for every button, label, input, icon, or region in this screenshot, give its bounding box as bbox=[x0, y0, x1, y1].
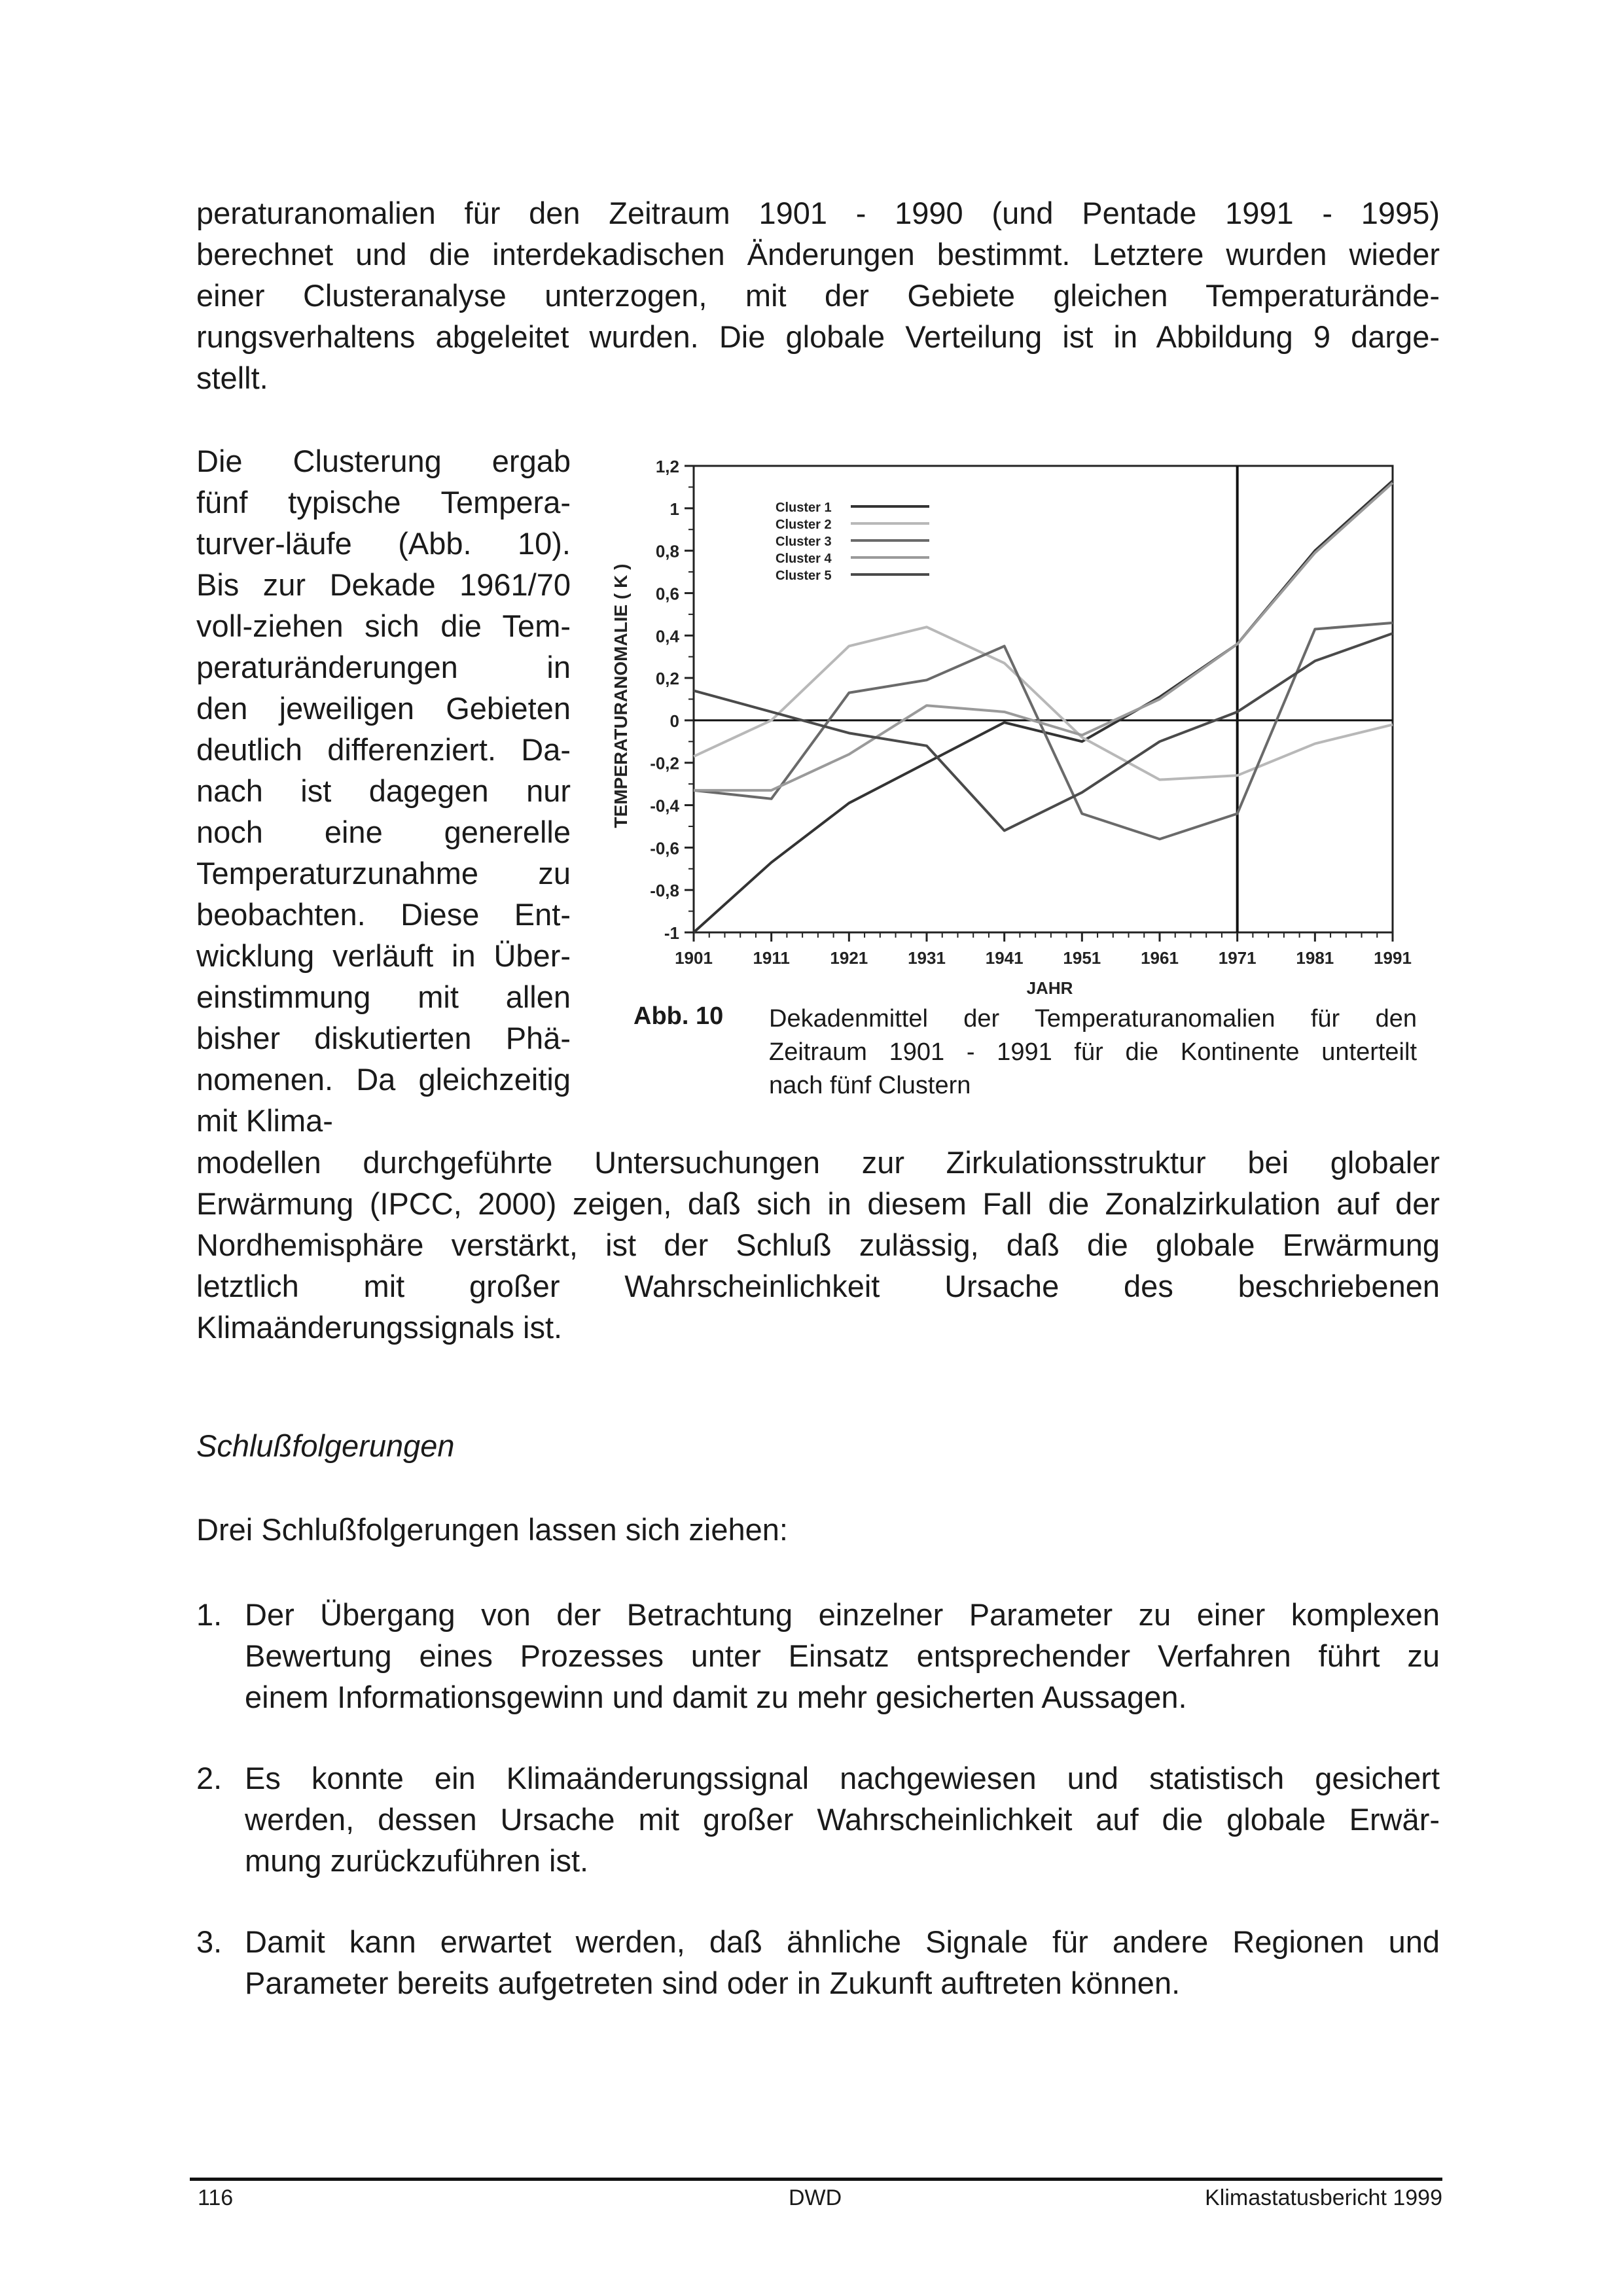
text-line: einem Informationsgewinn und damit zu mehr gesicherten Aussagen. bbox=[245, 1680, 1187, 1714]
x-axis-label: JAHR bbox=[1026, 978, 1073, 995]
text-line: Klimaänderungssignals ist. bbox=[196, 1310, 563, 1345]
figure-caption bbox=[769, 1002, 1417, 1103]
figure-label: Abb. 10 bbox=[633, 1002, 724, 1030]
caption-line: Zeitraum 1901 - 1991 für die Kontinente unterteilt bbox=[769, 1038, 1417, 1066]
x-tick-label: 1961 bbox=[1141, 948, 1179, 968]
text-line: Nordhemisphäre verstärkt, ist der Schluß zulässig, daß die globale Erwärmung bbox=[196, 1227, 1440, 1262]
text-line: stellt. bbox=[196, 361, 268, 395]
text-line: Bis zur Dekade 1961/70 bbox=[196, 567, 571, 602]
text-line: deutlich differenziert. Da- bbox=[196, 732, 571, 767]
y-tick-label: -0,8 bbox=[650, 881, 679, 901]
y-tick-label: 1,2 bbox=[655, 457, 679, 476]
paragraph-2 bbox=[196, 440, 571, 1141]
legend-label: Cluster 4 bbox=[776, 552, 832, 566]
legend-label: Cluster 1 bbox=[776, 501, 832, 515]
text-line: beobachten. Diese Ent- bbox=[196, 897, 571, 932]
x-tick-label: 1991 bbox=[1374, 948, 1412, 968]
text-line: Damit kann erwartet werden, daß ähnliche Signale für andere Regionen und bbox=[245, 1924, 1440, 1959]
text-line: noch eine generelle bbox=[196, 815, 571, 849]
x-tick-label: 1951 bbox=[1063, 948, 1101, 968]
text-line: nomenen. Da gleichzeitig bbox=[196, 1062, 571, 1097]
text-line: mung zurückzuführen ist. bbox=[245, 1843, 589, 1878]
text-line: nach ist dagegen nur bbox=[196, 773, 571, 808]
paragraph-3 bbox=[196, 1142, 1440, 1348]
text-line: werden, dessen Ursache mit großer Wahrscheinlichkeit auf die globale Erwär- bbox=[245, 1802, 1440, 1837]
series-line-3 bbox=[694, 623, 1393, 839]
page-number: 116 bbox=[198, 2185, 234, 2210]
text-line: peraturanomalien für den Zeitraum 1901 - 1990 (und Pentade 1991 - 1995) bbox=[196, 196, 1440, 230]
text-line: turver-läufe (Abb. 10). bbox=[196, 526, 571, 561]
text-line: den jeweiligen Gebieten bbox=[196, 691, 571, 726]
x-tick-label: 1941 bbox=[985, 948, 1024, 968]
text-line: Der Übergang von der Betrachtung einzelner Parameter zu einer komplexen bbox=[245, 1597, 1440, 1632]
legend-label: Cluster 3 bbox=[776, 535, 832, 549]
text-line: peraturänderungen in bbox=[196, 650, 571, 684]
list-number: 1. bbox=[196, 1597, 223, 1632]
list-number: 2. bbox=[196, 1761, 223, 1795]
y-tick-label: -1 bbox=[664, 923, 679, 943]
x-tick-label: 1911 bbox=[753, 948, 790, 968]
y-tick-label: -0,2 bbox=[650, 753, 679, 773]
y-tick-label: 0 bbox=[669, 711, 679, 731]
text-line: einer Clusteranalyse unterzogen, mit der Gebiete gleichen Temperaturände- bbox=[196, 278, 1440, 313]
y-tick-label: 0,2 bbox=[655, 669, 679, 689]
series-line-2 bbox=[694, 627, 1393, 779]
caption-line: Dekadenmittel der Temperaturanomalien für den bbox=[769, 1005, 1417, 1033]
text-line: fünf typische Tempera- bbox=[196, 485, 571, 520]
text-line: Bewertung eines Prozesses unter Einsatz entsprechender Verfahren führt zu bbox=[245, 1638, 1440, 1673]
x-tick-label: 1981 bbox=[1296, 948, 1334, 968]
x-tick-label: 1971 bbox=[1218, 948, 1257, 968]
text-line: modellen durchgeführte Untersuchungen zur Zirkulationsstruktur bei globaler bbox=[196, 1145, 1440, 1180]
y-tick-label: 0,8 bbox=[655, 541, 679, 561]
text-line: letztlich mit großer Wahrscheinlichkeit Ursache des beschriebenen bbox=[196, 1269, 1440, 1303]
y-tick-label: -0,6 bbox=[650, 838, 679, 858]
text-line: Erwärmung (IPCC, 2000) zeigen, daß sich in diesem Fall die Zonalzirkulation auf der bbox=[196, 1186, 1440, 1221]
section-heading: Schlußfolgerungen bbox=[196, 1428, 455, 1463]
text-line: voll-ziehen sich die Tem- bbox=[196, 609, 571, 643]
text-line: Temperaturzunahme zu bbox=[196, 856, 571, 891]
legend-label: Cluster 5 bbox=[776, 569, 832, 583]
text-line: Es konnte ein Klimaänderungssignal nachgewiesen und statistisch gesichert bbox=[245, 1761, 1440, 1795]
y-axis-label: TEMPERATURANOMALIE ( K ) bbox=[611, 563, 631, 828]
list-number: 3. bbox=[196, 1924, 223, 1959]
text-line: Parameter bereits aufgetreten sind oder in Zukunft auftreten können. bbox=[245, 1966, 1181, 2000]
x-tick-label: 1901 bbox=[675, 948, 713, 968]
paragraph-1 bbox=[196, 192, 1440, 398]
intro-sentence: Drei Schlußfolgerungen lassen sich ziehen: bbox=[196, 1512, 788, 1547]
text-line: mit Klima- bbox=[196, 1103, 333, 1138]
text-line: einstimmung mit allen bbox=[196, 980, 571, 1014]
temperature-anomaly-chart bbox=[589, 451, 1440, 995]
x-tick-label: 1921 bbox=[830, 948, 868, 968]
y-tick-label: 0,6 bbox=[655, 584, 679, 604]
legend-label: Cluster 2 bbox=[776, 518, 832, 532]
text-line: rungsverhaltens abgeleitet wurden. Die globale Verteilung ist in Abbildung 9 darge- bbox=[196, 319, 1440, 354]
footer-rule bbox=[190, 2178, 1442, 2181]
y-tick-label: 0,4 bbox=[655, 626, 679, 646]
footer-title: Klimastatusbericht 1999 bbox=[1205, 2185, 1442, 2210]
x-tick-label: 1931 bbox=[908, 948, 946, 968]
text-line: bisher diskutierten Phä- bbox=[196, 1021, 571, 1055]
text-line: berechnet und die interdekadischen Änderungen bestimmt. Letztere wurden wieder bbox=[196, 237, 1440, 272]
y-tick-label: -0,4 bbox=[650, 796, 679, 816]
footer-publisher: DWD bbox=[789, 2185, 842, 2210]
caption-line: nach fünf Clustern bbox=[769, 1072, 971, 1099]
text-line: Die Clusterung ergab bbox=[196, 444, 571, 478]
y-tick-label: 1 bbox=[669, 499, 679, 519]
text-line: wicklung verläuft in Über- bbox=[196, 938, 571, 973]
